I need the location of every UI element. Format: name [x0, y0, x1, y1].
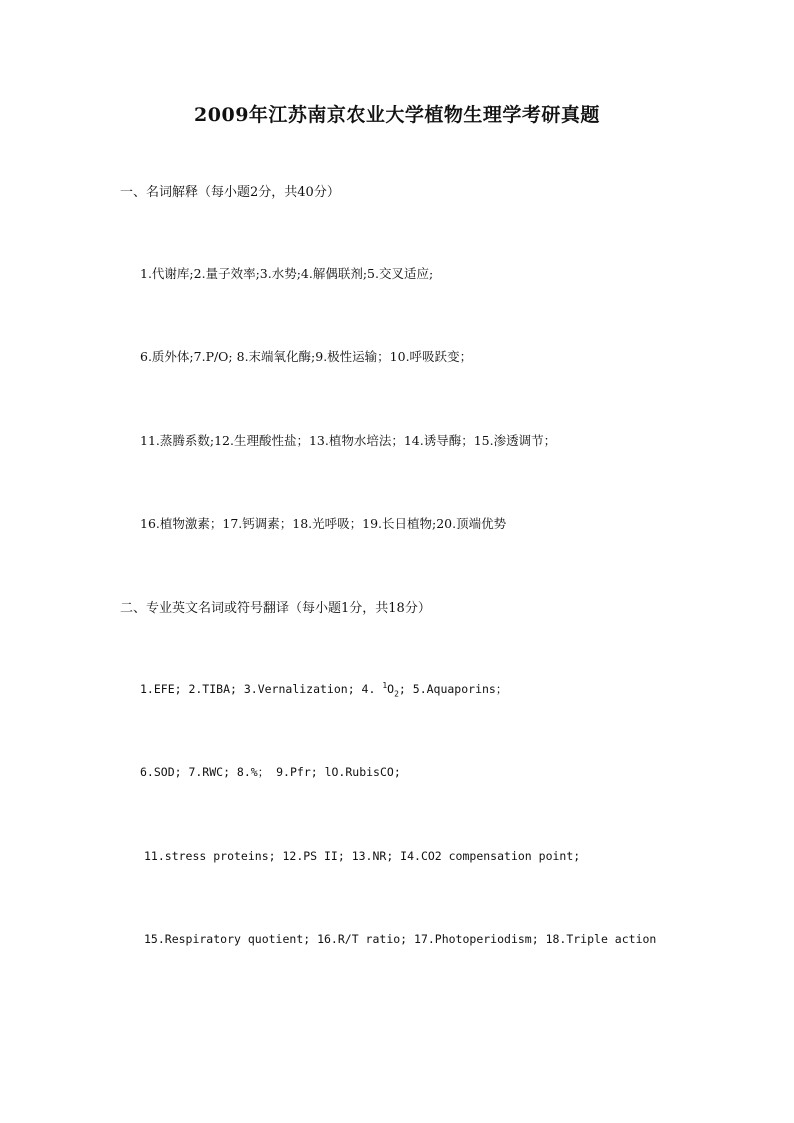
section-2-line-1 [140, 681, 507, 698]
section-1-heading: 一、名词解释（每小题2分，共40分） [120, 185, 340, 200]
section-1-line-1: 1.代谢库;2.量子效率;3.水势;4.解偶联剂;5.交叉适应; [140, 266, 434, 281]
section-2-line-3: 11.stress proteins; 12.PS II; 13.NR; I4.CO2 compensation point; [144, 849, 581, 863]
oxygen-symbol: O [387, 682, 395, 696]
section-1-line-2: 6.质外体;7.P/O; 8.末端氧化酶;9.极性运输；10.呼吸跃变； [140, 349, 473, 364]
section-1-line-3: 11.蒸腾系数;12.生理酸性盐；13.植物水培法；14.诱导酶；15.渗透调节； [140, 433, 557, 448]
section-2-line-4: 15.Respiratory quotient; 16.R/T ratio; 17.Photoperiodism; 18.Triple action [144, 932, 657, 946]
section-2-heading: 二、专业英文名词或符号翻译（每小题1分，共18分） [120, 601, 431, 616]
superscript-one: 1 [382, 681, 388, 691]
section-2-line-2: 6.SOD; 7.RWC; 8.%； 9.Pfr; lO.RubisCO; [140, 765, 401, 779]
subscript-two: 2 [394, 689, 399, 699]
section-1-line-4: 16.植物激素；17.钙调素；18.光呼吸；19.长日植物;20.顶端优势 [140, 516, 507, 531]
section-2-line-1-end: ; 5.Aquaporins； [398, 682, 508, 696]
document-title: 2009年江苏南京农业大学植物生理学考研真题 [194, 104, 600, 126]
section-2-line-1-start: 1.EFE; 2.TIBA; 3.Vernalization; 4. [140, 682, 383, 696]
